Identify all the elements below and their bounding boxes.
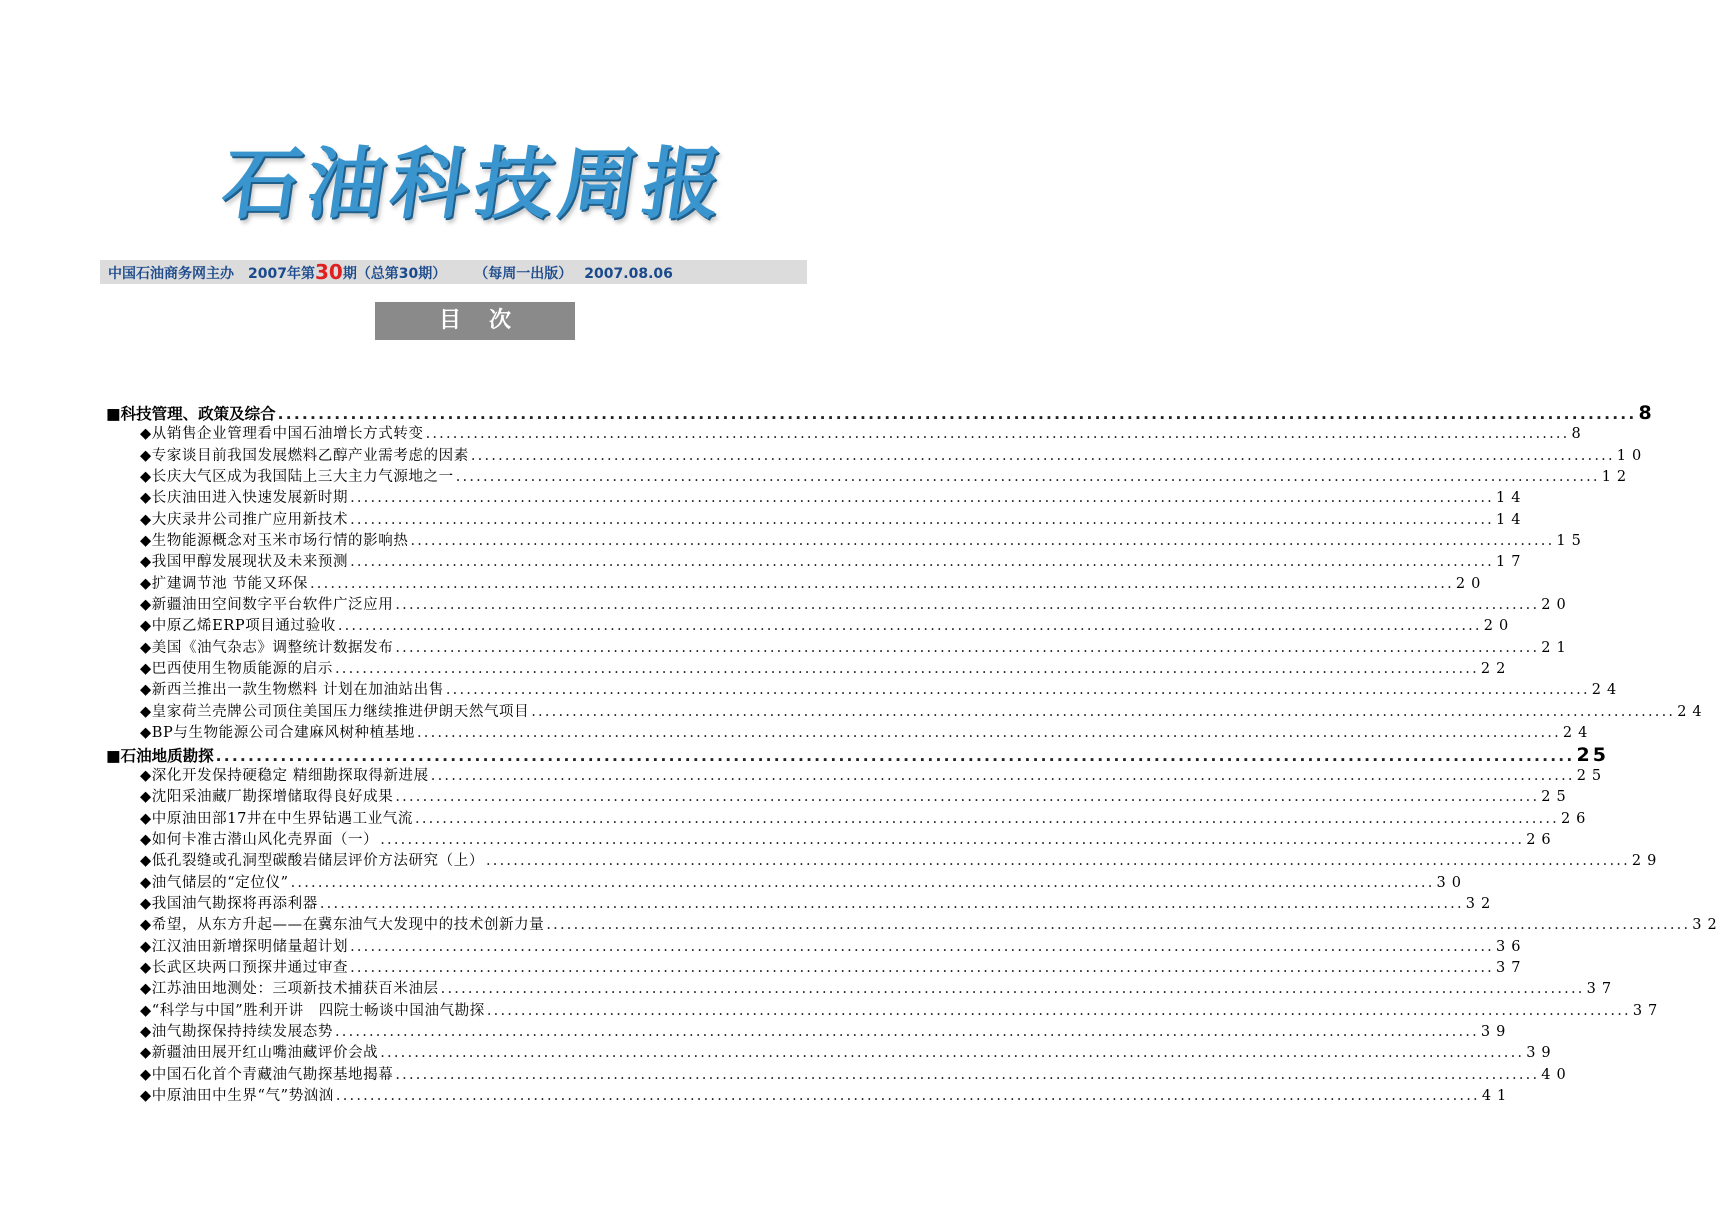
toc-page-number: 32 — [1465, 895, 1497, 912]
dot-leader — [380, 1043, 1524, 1064]
toc-entry-title: ◆扩建调节池 节能又环保 — [140, 575, 308, 592]
toc-entry-title: ◆油气勘探保持持续发展态势 — [140, 1023, 333, 1040]
toc-entry[interactable] — [106, 552, 1527, 573]
toc-entry-title: ◆新西兰推出一款生物燃料 计划在加油站出售 — [140, 682, 444, 699]
toc-entry[interactable] — [106, 510, 1527, 531]
toc-entry-title: ◆中国石化首个青藏油气勘探基地揭幕 — [140, 1066, 394, 1083]
toc-entry[interactable] — [106, 1001, 1664, 1022]
toc-page-number: 22 — [1480, 661, 1512, 678]
toc-entry-title: ◆皇家荷兰壳牌公司顶住美国压力继续推进伊朗天然气项目 — [140, 703, 530, 720]
toc-entry[interactable] — [106, 723, 1594, 744]
toc-entry[interactable] — [106, 809, 1592, 830]
toc-page-number: 25 — [1541, 789, 1572, 806]
toc-entry-title: ◆我国油气勘探将再添利器 — [140, 895, 318, 912]
toc-page-number: 17 — [1496, 554, 1527, 571]
issue-publisher: 中国石油商务网主办 2007年第 — [108, 266, 315, 282]
dot-leader — [417, 723, 1561, 744]
toc-entry[interactable] — [106, 446, 1648, 467]
toc-entry-title: ◆专家谈目前我国发展燃料乙醇产业需考虑的因素 — [140, 447, 469, 464]
dot-leader — [320, 894, 1464, 915]
toc-page-number: 25 — [1576, 743, 1609, 766]
dot-leader — [395, 638, 1539, 659]
toc-entry[interactable] — [106, 574, 1487, 595]
toc-page-number: 10 — [1616, 447, 1648, 464]
toc-page-number: 24 — [1677, 703, 1708, 720]
dot-leader — [431, 766, 1575, 787]
toc-entry-title: ◆长庆大气区成为我国陆上三大主力气源地之一 — [140, 469, 454, 486]
dot-leader — [531, 702, 1675, 723]
toc-entry-title: ◆希望，从东方升起——在冀东油气大发现中的技术创新力量 — [140, 917, 545, 934]
toc-page-number: 36 — [1496, 938, 1527, 955]
issue-info-bar — [100, 260, 807, 284]
dot-leader — [380, 830, 1524, 851]
toc-page-number: 26 — [1560, 810, 1592, 827]
issue-total: 期（总第30期） — [342, 266, 447, 282]
dot-leader — [350, 510, 1494, 531]
toc-page-number: 20 — [1541, 597, 1572, 614]
dot-leader — [426, 424, 1570, 445]
toc-page-number: 40 — [1541, 1066, 1572, 1083]
toc-entry-title: ◆油气储层的“定位仪” — [140, 874, 289, 891]
toc-entry[interactable] — [106, 595, 1572, 616]
toc-entry[interactable] — [106, 680, 1623, 701]
dot-leader — [395, 595, 1539, 616]
dot-leader — [486, 851, 1630, 872]
dot-leader — [278, 404, 1637, 425]
toc-section-title: ■科技管理、政策及综合 — [106, 405, 276, 423]
dot-leader — [310, 574, 1454, 595]
toc-page-number: 26 — [1526, 831, 1557, 848]
dot-leader — [546, 915, 1690, 936]
toc-entry-title: ◆深化开发保持硬稳定 精细勘探取得新进展 — [140, 767, 429, 784]
toc-entry-title: ◆美国《油气杂志》调整统计数据发布 — [140, 639, 394, 656]
toc-page-number: 39 — [1526, 1045, 1557, 1062]
dot-leader — [487, 1001, 1631, 1022]
toc-entry-title: ◆从销售企业管理看中国石油增长方式转变 — [140, 426, 424, 443]
toc-entry-title: ◆中原乙烯ERP项目通过验收 — [140, 618, 336, 635]
toc-page-number: 24 — [1591, 682, 1623, 699]
dot-leader — [446, 680, 1590, 701]
toc-page-number: 20 — [1483, 618, 1515, 635]
toc-entry[interactable] — [106, 958, 1527, 979]
toc-page-number: 24 — [1562, 725, 1594, 742]
toc-page-number: 39 — [1480, 1023, 1512, 1040]
dot-leader — [456, 467, 1600, 488]
issue-frequency: （每周一出版） — [474, 266, 573, 282]
dot-leader — [336, 1086, 1480, 1107]
toc-entry-title: ◆江苏油田地测处：三项新技术捕获百米油层 — [140, 981, 439, 998]
toc-entry[interactable] — [106, 1043, 1557, 1064]
toc-page-number: 29 — [1631, 853, 1663, 870]
toc-entry[interactable] — [106, 979, 1618, 1000]
table-of-contents — [106, 402, 1723, 1107]
toc-page-number: 37 — [1496, 959, 1527, 976]
toc-entry[interactable] — [106, 1065, 1572, 1086]
toc-entry-title: ◆长庆油田进入快速发展新时期 — [140, 490, 349, 507]
toc-page-number: 8 — [1638, 402, 1655, 424]
toc-page-number: 14 — [1496, 490, 1527, 507]
toc-entry-title: ◆长武区块两口预探井通过审查 — [140, 959, 349, 976]
toc-entry-title: ◆中原油田中生界“气”势汹汹 — [140, 1088, 334, 1104]
toc-entry[interactable] — [106, 424, 1587, 445]
toc-entry[interactable] — [106, 702, 1708, 723]
toc-page-number: 37 — [1632, 1002, 1664, 1019]
masthead-title: 石油科技周报 — [216, 140, 734, 230]
toc-page-number: 14 — [1496, 511, 1527, 528]
toc-entry[interactable] — [106, 830, 1557, 851]
toc-entry[interactable] — [106, 894, 1497, 915]
toc-entry-title: ◆沈阳采油藏厂勘探增储取得良好成果 — [140, 789, 394, 806]
toc-entry[interactable] — [106, 787, 1572, 808]
dot-leader — [350, 488, 1494, 509]
toc-entry[interactable] — [106, 851, 1663, 872]
toc-page-number: 32 — [1692, 917, 1723, 934]
toc-entry-title: ◆我国甲醇发展现状及未来预测 — [140, 554, 349, 571]
toc-section[interactable] — [106, 402, 1655, 424]
dot-leader — [415, 809, 1559, 830]
toc-entry-title: ◆中原油田部17井在中生界钻遇工业气流 — [140, 810, 414, 827]
dot-leader — [335, 659, 1479, 680]
toc-entry[interactable] — [106, 531, 1587, 552]
dot-leader — [395, 1065, 1539, 1086]
dot-leader — [350, 552, 1494, 573]
toc-page-number: 20 — [1455, 575, 1487, 592]
issue-date: 2007.08.06 — [584, 266, 673, 282]
toc-entry[interactable] — [106, 467, 1633, 488]
toc-entry[interactable] — [106, 937, 1527, 958]
dot-leader — [350, 958, 1494, 979]
toc-page-number: 8 — [1571, 426, 1587, 443]
toc-entry-title: ◆如何卡准古潜山风化壳界面（一） — [140, 831, 379, 848]
dot-leader — [395, 787, 1539, 808]
dot-leader — [216, 746, 1575, 767]
toc-page-number: 25 — [1576, 767, 1608, 784]
toc-entry[interactable] — [106, 915, 1723, 936]
dot-leader — [338, 616, 1482, 637]
toc-page-number: 15 — [1556, 533, 1587, 550]
toc-entry[interactable] — [106, 659, 1512, 680]
dot-leader — [291, 873, 1435, 894]
toc-entry-title: ◆新疆油田展开红山嘴油藏评价会战 — [140, 1045, 379, 1062]
toc-entry[interactable] — [106, 638, 1572, 659]
toc-page-number: 37 — [1586, 981, 1618, 998]
toc-entry-title: ◆生物能源概念对玉米市场行情的影响热 — [140, 533, 409, 550]
dot-leader — [335, 1022, 1479, 1043]
dot-leader — [350, 937, 1494, 958]
toc-page-number: 41 — [1481, 1088, 1513, 1104]
issue-number: 30 — [314, 260, 343, 284]
toc-heading: 目次 — [375, 302, 575, 340]
toc-entry-title: ◆“科学与中国”胜利开讲 四院士畅谈中国油气勘探 — [140, 1002, 485, 1019]
dot-leader — [471, 446, 1615, 467]
toc-entry[interactable] — [106, 488, 1527, 509]
dot-leader — [410, 531, 1554, 552]
toc-entry-title: ◆BP与生物能源公司合建麻风树种植基地 — [140, 725, 415, 742]
toc-entry-title: ◆江汉油田新增探明储量超计划 — [140, 938, 349, 955]
toc-entry[interactable] — [106, 766, 1608, 787]
toc-section[interactable] — [106, 743, 1609, 766]
toc-section-title: ■石油地质勘探 — [106, 746, 214, 765]
toc-entry-title: ◆大庆录井公司推广应用新技术 — [140, 511, 349, 528]
toc-page-number: 30 — [1436, 874, 1467, 891]
masthead — [0, 130, 950, 240]
toc-entry[interactable] — [106, 616, 1515, 637]
toc-page-number: 21 — [1541, 639, 1572, 656]
dot-leader — [441, 979, 1585, 1000]
toc-entry[interactable] — [106, 873, 1467, 894]
toc-entry-title: ◆低孔裂缝或孔洞型碳酸岩储层评价方法研究（上） — [140, 853, 484, 870]
toc-entry[interactable] — [106, 1022, 1512, 1043]
toc-page-number: 12 — [1601, 469, 1633, 486]
toc-entry-title: ◆巴西使用生物质能源的启示 — [140, 661, 333, 678]
toc-entry-title: ◆新疆油田空间数字平台软件广泛应用 — [140, 597, 394, 614]
toc-entry[interactable] — [106, 1086, 1513, 1107]
